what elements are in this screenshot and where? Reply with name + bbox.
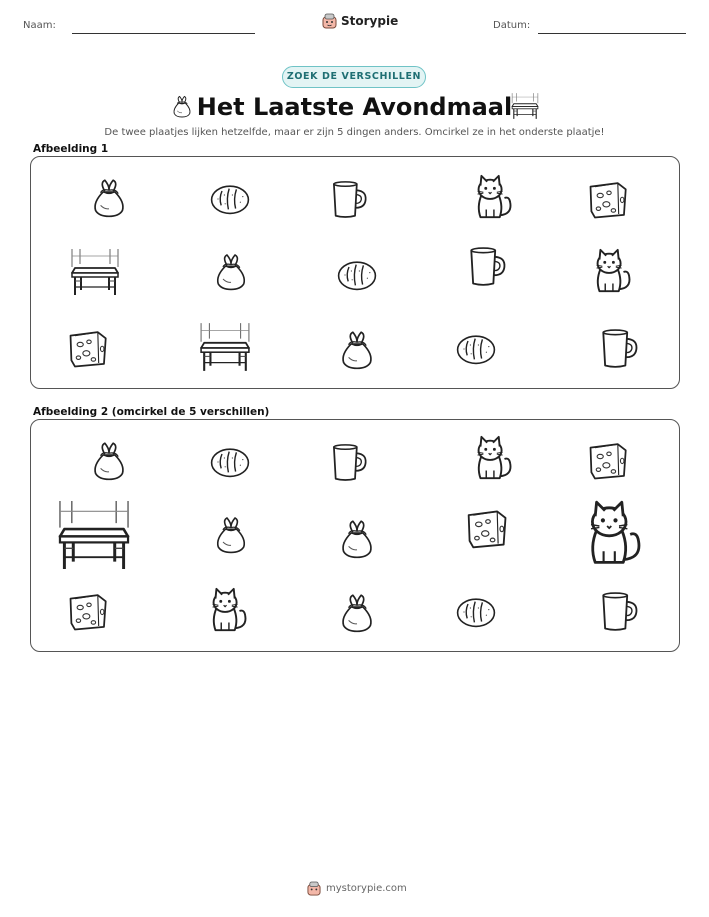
storypie-mascot-icon (307, 881, 321, 896)
money-bag-icon[interactable] (336, 516, 378, 560)
picture2-panel (30, 419, 680, 652)
picture2-label: Afbeelding 2 (omcirkel de 5 verschillen) (33, 406, 270, 418)
table-icon[interactable] (197, 321, 253, 373)
bread-icon[interactable] (203, 442, 257, 482)
picture1-panel (30, 156, 680, 389)
cheese-icon[interactable] (587, 177, 631, 221)
cheese-icon[interactable] (67, 588, 111, 634)
brand-name: Storypie (341, 14, 399, 28)
date-label: Datum: (493, 20, 531, 31)
money-bag-icon[interactable] (211, 249, 251, 293)
cat-icon[interactable] (203, 584, 251, 636)
cat-icon[interactable] (468, 171, 516, 223)
cheese-icon[interactable] (465, 504, 511, 552)
cheese-icon[interactable] (67, 325, 111, 371)
money-bag-icon[interactable] (336, 327, 378, 371)
table-icon[interactable] (65, 247, 125, 297)
cat-icon[interactable] (587, 245, 635, 297)
mug-icon[interactable] (326, 440, 370, 484)
bread-icon[interactable] (449, 592, 503, 632)
page-title: Het Laatste Avondmaal (196, 93, 513, 121)
footer (307, 881, 407, 896)
cheese-icon[interactable] (587, 438, 631, 482)
title-row (0, 92, 709, 124)
table-icon (508, 92, 542, 120)
mug-icon[interactable] (595, 588, 641, 634)
mug-icon[interactable] (463, 243, 509, 289)
footer-site[interactable]: mystorypie.com (326, 883, 407, 894)
picture1-label: Afbeelding 1 (33, 143, 109, 155)
mug-icon[interactable] (326, 177, 370, 221)
name-label: Naam: (23, 20, 56, 31)
bread-icon[interactable] (329, 255, 385, 295)
table-icon[interactable] (53, 498, 135, 572)
name-line[interactable] (72, 33, 255, 34)
storypie-mascot-icon (322, 13, 337, 29)
money-bag-icon[interactable] (88, 438, 130, 482)
mug-icon[interactable] (595, 325, 641, 371)
cat-icon[interactable] (577, 496, 647, 570)
activity-badge: ZOEK DE VERSCHILLEN (282, 66, 426, 88)
money-bag-icon[interactable] (211, 512, 251, 556)
brand-logo (322, 13, 398, 29)
money-bag-icon[interactable] (336, 590, 378, 634)
bread-icon[interactable] (449, 329, 503, 369)
instructions: De twee plaatjes lijken hetzelfde, maar er zijn 5 dingen anders. Omcirkel ze in het onderste plaatje! (104, 127, 605, 138)
money-bag-icon[interactable] (88, 175, 130, 219)
bread-icon[interactable] (203, 179, 257, 219)
cat-icon[interactable] (468, 432, 516, 484)
date-line[interactable] (538, 33, 686, 34)
